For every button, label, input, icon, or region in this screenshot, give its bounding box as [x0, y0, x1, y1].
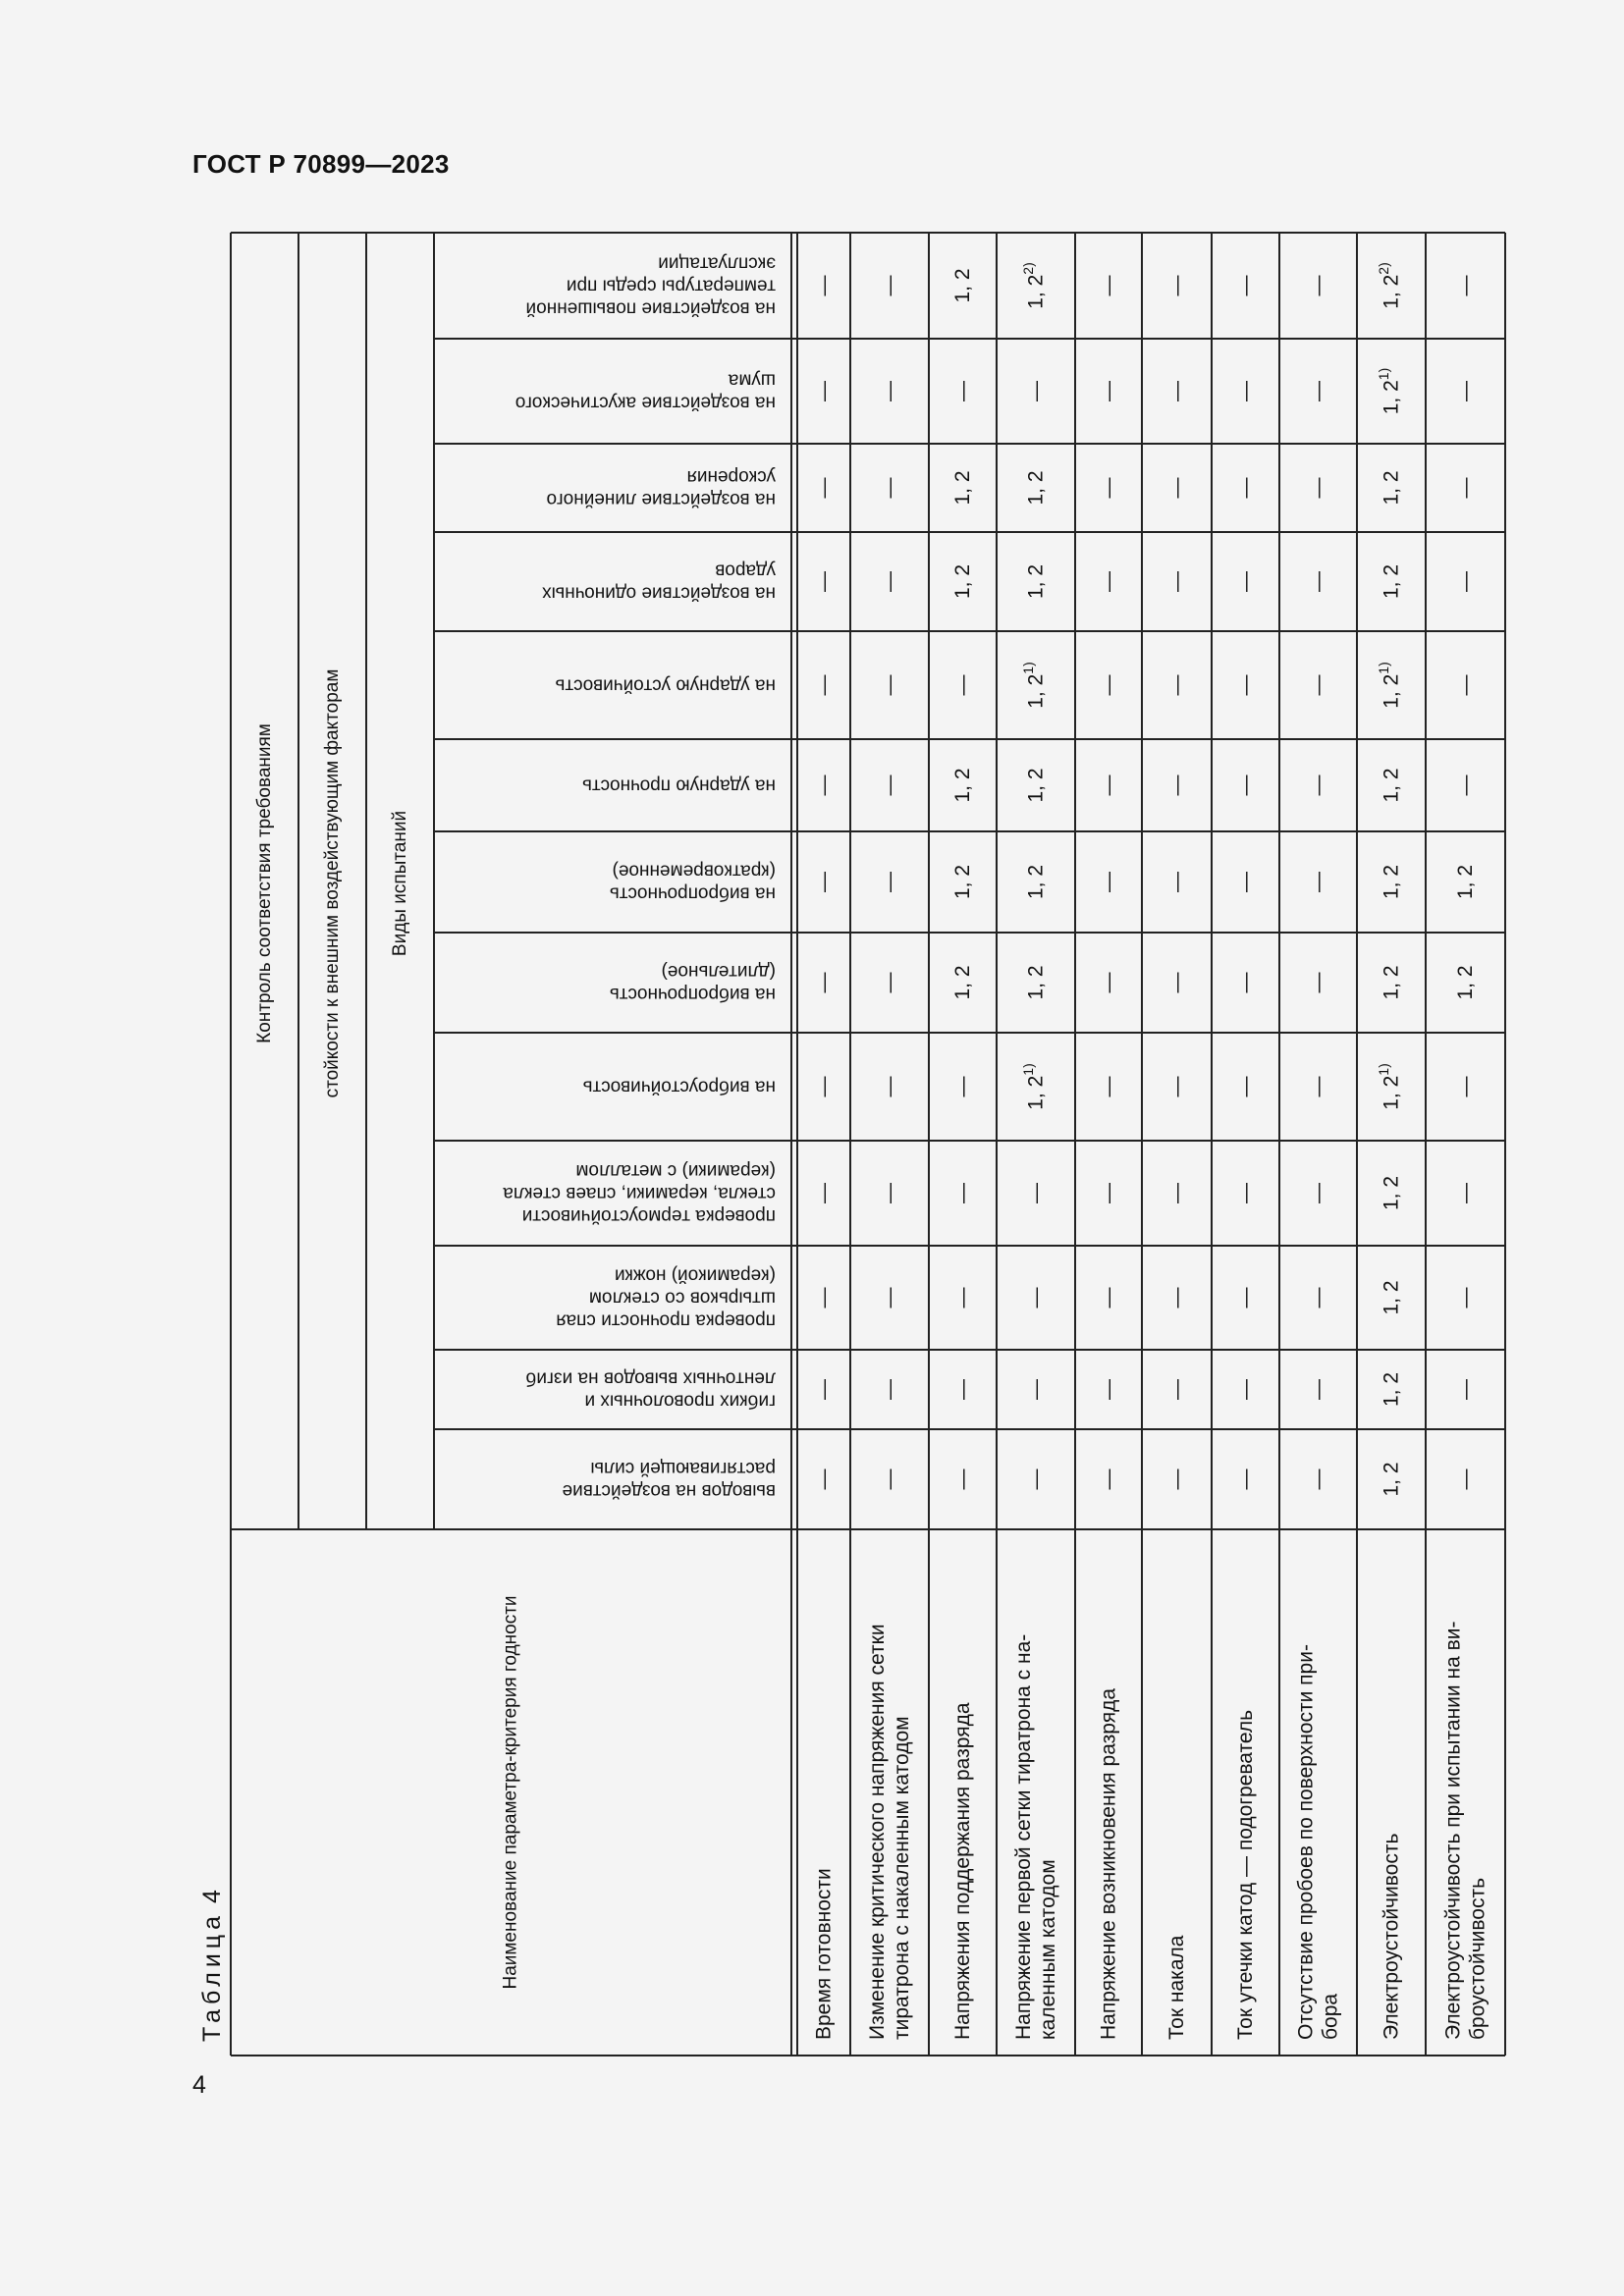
table-cell: —: [1024, 1287, 1048, 1308]
row-name-8: бора: [1319, 1993, 1342, 2040]
row-name-8: Отсутствие пробоев по поверхности при-: [1294, 1644, 1318, 2040]
column-header-4: на воздействие одиночных: [542, 582, 776, 604]
table-cell: —: [951, 1183, 974, 1203]
table-cell: 1, 2$^{1)}$: [1376, 1063, 1403, 1110]
table-cell: 1, 2: [1380, 965, 1403, 1000]
table-cell: —: [1234, 1468, 1257, 1490]
table-cell: 1, 2: [951, 864, 974, 900]
column-header-7: на вибропрочность: [609, 882, 776, 904]
table-cell: —: [878, 381, 901, 401]
table-cell: 1, 2: [1380, 1175, 1403, 1211]
table-cell: —: [878, 1468, 901, 1490]
table-cell: —: [951, 674, 974, 696]
table-cell: 1, 2$^{1)}$: [1020, 1063, 1048, 1110]
table-cell: —: [1454, 477, 1477, 499]
table-cell: —: [1454, 1468, 1477, 1490]
table-cell: —: [812, 477, 836, 499]
table-cell: —: [1024, 1183, 1048, 1203]
column-header-4: ударов: [715, 560, 776, 581]
table-cell: —: [1165, 674, 1188, 696]
table-cell: —: [1234, 972, 1257, 993]
column-header-8: (длительное): [661, 961, 776, 982]
table-cell: —: [1165, 774, 1188, 796]
row-name-1: Время готовности: [812, 1868, 836, 2040]
table-cell: 1, 2$^{2)}$: [1376, 262, 1403, 309]
table-cell: —: [1307, 381, 1329, 401]
column-header-8: на вибропрочность: [609, 984, 776, 1004]
table-cell: —: [1165, 1287, 1188, 1308]
table-cell: 1, 2$^{2)}$: [1020, 262, 1048, 309]
table-cell: —: [1234, 275, 1257, 296]
row-name-3: Напряжения поддержания разряда: [951, 1702, 974, 2040]
table-cell: —: [1165, 972, 1188, 993]
table-cell: —: [1165, 477, 1188, 499]
table-cell: —: [878, 774, 901, 796]
column-header-11: (керамикой) ножки: [614, 1264, 776, 1286]
table-cell: 1, 2: [1024, 965, 1048, 1000]
table-cell: 1, 2$^{1)}$: [1376, 367, 1403, 415]
table-cell: 1, 2: [1454, 965, 1477, 1000]
table-cell: —: [812, 571, 836, 592]
table-cell: —: [1097, 1183, 1120, 1203]
table-cell: —: [1454, 674, 1477, 696]
table-cell: —: [1097, 1076, 1120, 1097]
table-cell: —: [812, 1076, 836, 1097]
table-cell: —: [1165, 571, 1188, 592]
table-cell: —: [812, 674, 836, 696]
table-cell: —: [1234, 1183, 1257, 1203]
row-name-4: каленным катодом: [1037, 1859, 1059, 2040]
table-cell: —: [1097, 477, 1120, 499]
table-cell: —: [1097, 774, 1120, 796]
table-cell: —: [1024, 1468, 1048, 1490]
group-header-2: стойкости к внешним воздействующим факторам: [322, 668, 343, 1098]
table-cell: —: [1307, 275, 1329, 296]
table-cell: —: [878, 1379, 901, 1400]
row-name-6: Ток накала: [1165, 1935, 1188, 2040]
table-cell: —: [1165, 275, 1188, 296]
table-cell: —: [1454, 1076, 1477, 1097]
column-header-9: на виброустойчивость: [582, 1076, 776, 1097]
table-cell: —: [1097, 872, 1120, 892]
row-name-5: Напряжение возникновения разряда: [1097, 1687, 1120, 2040]
table-cell: —: [1454, 275, 1477, 296]
table-cell: —: [951, 381, 974, 401]
table-cell: —: [1097, 1287, 1120, 1308]
column-header-6: на ударную прочность: [581, 774, 776, 796]
table-cell: —: [1454, 1287, 1477, 1308]
table-cell: —: [1097, 1379, 1120, 1400]
table-cell: —: [878, 1076, 901, 1097]
table-cell: 1, 2: [1380, 1280, 1403, 1315]
table-cell: —: [1234, 477, 1257, 499]
table-cell: —: [1307, 1076, 1329, 1097]
table-cell: 1, 2: [1380, 563, 1403, 600]
table-cell: —: [1307, 972, 1329, 993]
table-cell: —: [812, 774, 836, 796]
column-header-7: (кратковременное): [612, 860, 776, 881]
table-text: [254, 253, 1489, 2041]
column-header-1: на воздействие повышенной: [525, 297, 776, 319]
table-cell: —: [1307, 1183, 1329, 1203]
group-header-3: Виды испытаний: [390, 810, 410, 957]
table-cell: —: [1454, 774, 1477, 796]
table-cell: —: [812, 1183, 836, 1203]
table-cell: —: [1097, 571, 1120, 592]
table-cell: —: [812, 872, 836, 892]
table-cell: 1, 2: [951, 965, 974, 1000]
table-cell: —: [1307, 1468, 1329, 1490]
table-cell: 1, 2$^{1)}$: [1020, 662, 1048, 709]
table-cell: —: [1234, 1287, 1257, 1308]
page-number: 4: [192, 2071, 206, 2099]
param-header: Наименование параметра-критерия годности: [500, 1595, 521, 1990]
table-cell: —: [1454, 1379, 1477, 1400]
table-cell: —: [1307, 872, 1329, 892]
table-cell: —: [1307, 774, 1329, 796]
table-cell: —: [1234, 872, 1257, 892]
table-label: Таблица: [198, 1910, 226, 2042]
table-cell: 1, 2: [1024, 563, 1048, 600]
row-name-7: Ток утечки катод — подогреватель: [1234, 1709, 1257, 2040]
table-cell: 1, 2: [1024, 470, 1048, 506]
table-cell: —: [1097, 972, 1120, 993]
column-header-12: ленточных выводов на изгиб: [525, 1367, 776, 1389]
table-cell: —: [1165, 1379, 1188, 1400]
table-cell: —: [1165, 872, 1188, 892]
table-cell: 1, 2: [1024, 768, 1048, 803]
table-cell: 1, 2$^{1)}$: [1376, 662, 1403, 709]
column-header-11: проверка прочности спая: [556, 1309, 776, 1331]
table-cell: 1, 2: [1380, 1462, 1403, 1497]
table-cell: —: [812, 1379, 836, 1400]
table-cell: —: [1234, 1076, 1257, 1097]
row-name-2: Изменение критического напряжения сетки: [866, 1624, 889, 2040]
row-name-10: Электроустойчивость при испытании на ви-: [1441, 1621, 1465, 2040]
table-cell: —: [1165, 381, 1188, 401]
table-cell: —: [878, 571, 901, 592]
table-cell: —: [1024, 381, 1048, 401]
table-cell: —: [1165, 1076, 1188, 1097]
table-cell: —: [1097, 1468, 1120, 1490]
row-name-4: Напряжение первой сетки тиратрона с на-: [1012, 1633, 1035, 2040]
table-cell: —: [1234, 571, 1257, 592]
table-cell: 1, 2: [1380, 1371, 1403, 1408]
table-cell: —: [1097, 275, 1120, 296]
table-cell: —: [878, 674, 901, 696]
table-cell: —: [878, 477, 901, 499]
table-cell: —: [812, 275, 836, 296]
column-header-3: на воздействие линейного: [546, 489, 776, 509]
table-cell: —: [1234, 774, 1257, 796]
table-cell: —: [878, 972, 901, 993]
table-cell: —: [1097, 674, 1120, 696]
table-cell: —: [1234, 674, 1257, 696]
column-header-13: выводов на воздействие: [562, 1480, 776, 1501]
column-header-11: штырьков со стеклом: [588, 1287, 776, 1308]
table-cell: —: [878, 1183, 901, 1203]
table-cell: —: [812, 972, 836, 993]
group-header-1: Контроль соответствия требованиям: [254, 723, 275, 1043]
table-cell: 1, 2: [951, 563, 974, 600]
table-cell: —: [1307, 674, 1329, 696]
column-header-1: эксплуатации: [658, 252, 776, 274]
table-cell: —: [1024, 1379, 1048, 1400]
table-cell: —: [1307, 1379, 1329, 1400]
column-header-10: (керамики) с металлом: [575, 1160, 776, 1181]
column-header-13: растягивающей силы: [590, 1458, 776, 1478]
table-cell: —: [1234, 1379, 1257, 1400]
table-cell: —: [1234, 381, 1257, 401]
table-cell: —: [951, 1076, 974, 1097]
table-cell: —: [1307, 571, 1329, 592]
column-header-12: гибких проволочных и: [584, 1390, 776, 1412]
table-cell: —: [1454, 1183, 1477, 1203]
table-cell: 1, 2: [1380, 470, 1403, 506]
table-cell: —: [878, 275, 901, 296]
column-header-1: температуры среды при: [566, 275, 776, 296]
table-cell: —: [1097, 381, 1120, 401]
row-name-10: броустойчивость: [1466, 1877, 1489, 2040]
column-header-2: на воздействие акустического: [514, 392, 776, 413]
table-cell: 1, 2: [951, 768, 974, 803]
table-cell: —: [812, 1468, 836, 1490]
table-cell: —: [878, 872, 901, 892]
column-header-2: шума: [728, 369, 776, 391]
row-name-2: тиратрона с накаленным катодом: [891, 1716, 913, 2040]
column-header-3: ускорения: [686, 466, 776, 487]
table-cell: —: [878, 1287, 901, 1308]
column-header-10: проверка термоустойчивости: [521, 1205, 776, 1226]
table-cell: —: [951, 1468, 974, 1490]
table-number: 4: [198, 1890, 226, 1903]
column-header-5: на ударную устойчивость: [555, 674, 776, 696]
table-cell: —: [951, 1379, 974, 1400]
table-cell: —: [812, 1287, 836, 1308]
column-header-10: стекла, керамики, спаев стекла: [503, 1183, 776, 1203]
table-cell: —: [1454, 381, 1477, 401]
table-cell: —: [1165, 1468, 1188, 1490]
table-cell: 1, 2: [951, 268, 974, 303]
document-header: ГОСТ Р 70899—2023: [192, 149, 450, 179]
table-cell: —: [1307, 477, 1329, 499]
table-cell: 1, 2: [1380, 768, 1403, 803]
table-cell: 1, 2: [1380, 864, 1403, 900]
table-cell: 1, 2: [1454, 864, 1477, 900]
table-cell: —: [1165, 1183, 1188, 1203]
table-cell: 1, 2: [1024, 864, 1048, 900]
table-cell: —: [951, 1287, 974, 1308]
table-cell: 1, 2: [951, 470, 974, 506]
table-cell: —: [812, 381, 836, 401]
table-cell: —: [1454, 571, 1477, 592]
table-cell: —: [1307, 1287, 1329, 1308]
row-name-9: Электроустойчивость: [1380, 1833, 1403, 2040]
